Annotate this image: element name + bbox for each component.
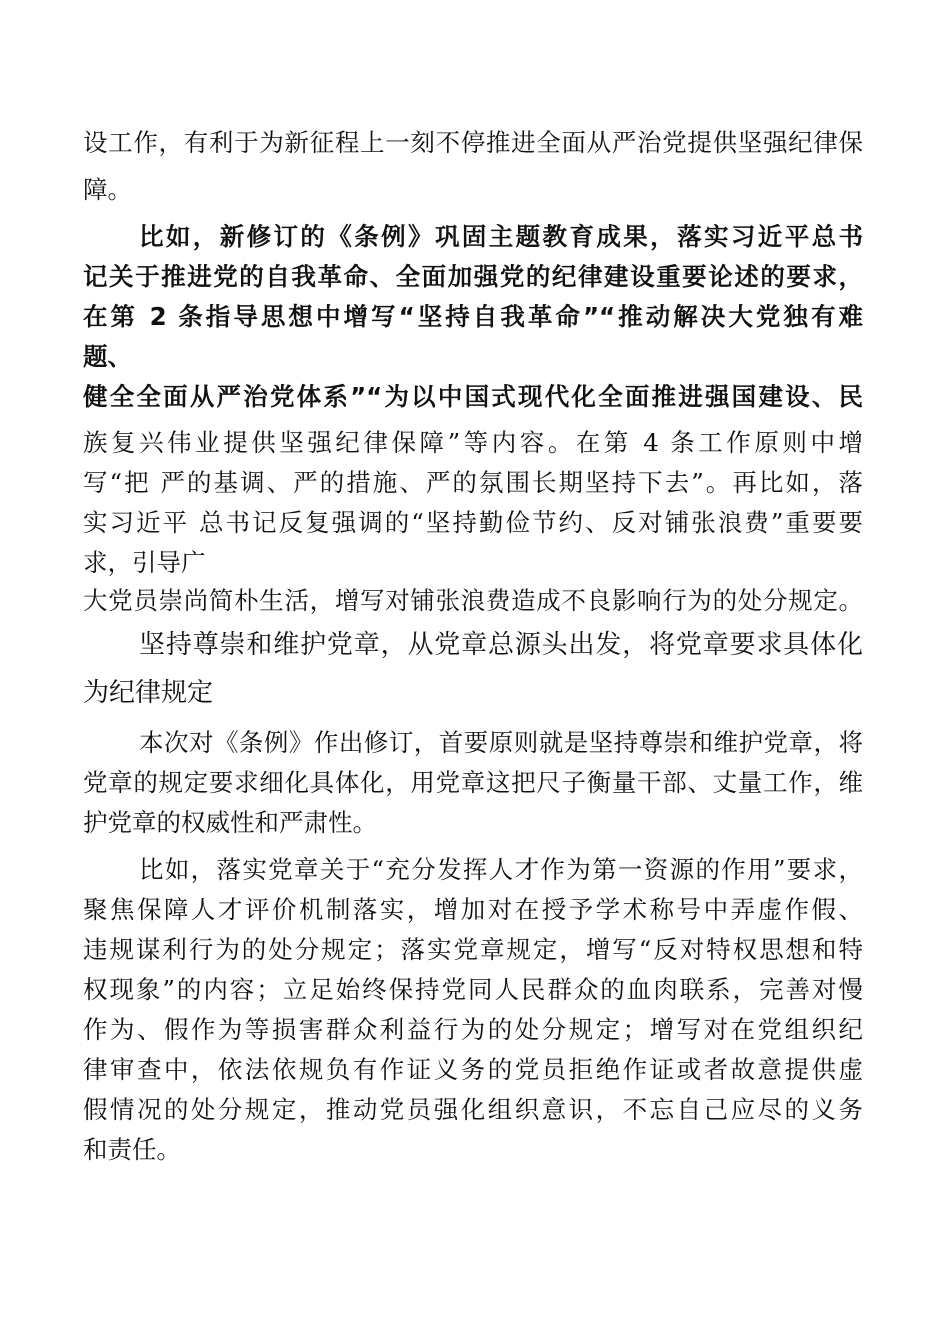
- text-line: 聚焦保障人才评价机制落实，增加对在授予学术称号中弄虚作假、: [83, 895, 863, 924]
- text-line: 本次对《条例》作出修订，首要原则就是坚持尊崇和维护党章，将: [139, 728, 863, 757]
- text-line: 实习近平 总书记反复强调的“坚持勤俭节约、反对铺张浪费”重要要: [83, 508, 863, 537]
- bold-text-line: 比如，新修订的《条例》巩固主题教育成果，落实习近平总书: [139, 222, 863, 251]
- text-line: 设工作，有利于为新征程上一刻不停推进全面从严治党提供坚强纪律保: [83, 128, 863, 157]
- text-line: 权现象”的内容；立足始终保持党同人民群众的血肉联系，完善对慢: [83, 975, 863, 1004]
- section-heading: 坚持尊崇和维护党章，从党章总源头出发，将党章要求具体化: [139, 630, 863, 660]
- text-line: 护党章的权威性和严肃性。: [83, 808, 377, 837]
- bold-text-line: 健全全面从严治党体系”“为以中国式现代化全面推进强国建设、民: [83, 382, 863, 411]
- text-line: 和责任。: [83, 1135, 181, 1164]
- text-line: 比如，落实党章关于“充分发挥人才作为第一资源的作用”要求，: [139, 855, 863, 884]
- text-line: 族复兴伟业提供坚强纪律保障”等内容。在第 4 条工作原则中增: [83, 428, 863, 457]
- text-line: 障。: [83, 175, 132, 204]
- text-line: 党章的规定要求细化具体化，用党章这把尺子衡量干部、丈量工作，维: [83, 768, 863, 797]
- bold-text-line: 在第 2 条指导思想中增写“坚持自我革命”“推动解决大党独有难: [83, 302, 863, 331]
- text-line: 大党员崇尚简朴生活，增写对铺张浪费造成不良影响行为的处分规定。: [83, 586, 863, 615]
- text-line: 律审查中，依法依规负有作证义务的党员拒绝作证或者故意提供虚: [83, 1055, 863, 1084]
- text-line: 假情况的处分规定，推动党员强化组织意识，不忘自己应尽的义务: [83, 1095, 863, 1124]
- bold-text-line: 题、: [83, 342, 132, 371]
- text-line: 写“把 严的基调、严的措施、严的氛围长期坚持下去”。再比如，落: [83, 468, 863, 497]
- section-heading: 为纪律规定: [83, 678, 214, 708]
- bold-text-line: 记关于推进党的自我革命、全面加强党的纪律建设重要论述的要求，: [83, 262, 863, 291]
- text-line: 求，引导广: [83, 548, 206, 577]
- text-line: 违规谋利行为的处分规定；落实党章规定，增写“反对特权思想和特: [83, 935, 863, 964]
- text-line: 作为、假作为等损害群众利益行为的处分规定；增写对在党组织纪: [83, 1015, 863, 1044]
